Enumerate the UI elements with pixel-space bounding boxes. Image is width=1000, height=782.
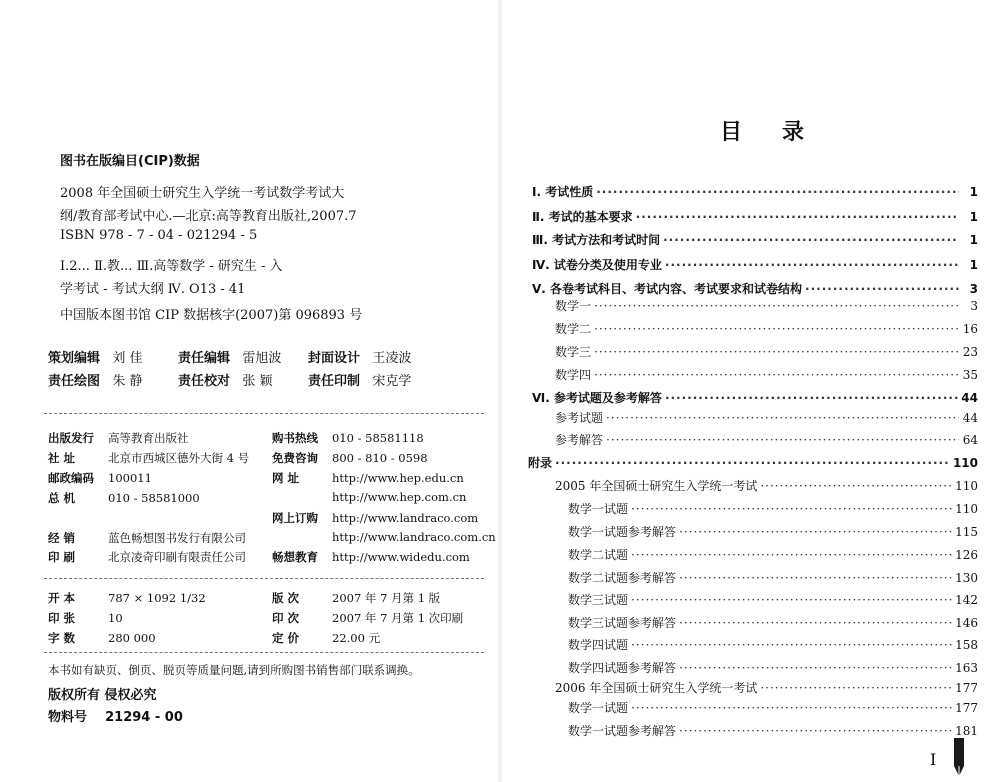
toc-entry	[555, 320, 978, 337]
toc-entry-page: 64	[962, 433, 978, 447]
toc-entry-page: 35	[962, 368, 978, 382]
toc-leader	[665, 391, 958, 405]
toc-entry-page: 110	[952, 456, 978, 470]
toc-entry-page: 3	[970, 299, 978, 313]
toc-entry	[568, 636, 978, 653]
toc-entry-label: Ⅱ. 考试的基本要求	[532, 210, 633, 224]
toc-entry	[555, 297, 978, 314]
spec-info: 开 本 787 × 1092 1/32	[48, 591, 206, 605]
toc-entry-label: 数学四	[555, 368, 592, 382]
contact-info: http://www.hep.com.cn	[332, 490, 467, 504]
toc-leader	[631, 593, 952, 607]
toc-leader	[631, 638, 952, 652]
cip-line: 学考试 - 考试大纲 Ⅳ. O13 - 41	[60, 282, 246, 297]
toc-entry-page: 1	[969, 210, 978, 224]
staff-entry: 责任印制 宋克学	[308, 374, 412, 389]
toc-entry-page: 44	[962, 411, 978, 425]
toc-entry-page: 158	[955, 638, 978, 652]
publisher-info: 经 销 蓝色畅想图书发行有限公司	[48, 531, 246, 545]
toc-entry-label: 数学三试题参考解答	[568, 616, 677, 630]
toc-entry	[532, 256, 978, 273]
toc-entry	[532, 389, 978, 406]
toc-entry-page: 146	[955, 616, 978, 630]
toc-entry	[532, 231, 978, 248]
toc-entry	[568, 659, 978, 676]
staff-entry: 封面设计 王凌波	[308, 351, 412, 366]
toc-entry-label: 数学一	[555, 299, 592, 313]
toc-entry	[568, 722, 978, 739]
toc-leader	[663, 233, 959, 247]
toc-entry-label: 附录	[528, 456, 553, 470]
copyright-statement: 版权所有 侵权必究	[48, 688, 157, 703]
toc-leader	[631, 548, 952, 562]
toc-leader	[760, 681, 952, 695]
toc-entry-label: Ⅳ. 试卷分类及使用专业	[532, 258, 662, 272]
divider	[44, 652, 484, 653]
toc-entry	[568, 523, 978, 540]
toc-leader	[665, 258, 959, 272]
toc-leader	[760, 479, 952, 493]
toc-entry-page: 16	[962, 322, 978, 336]
publisher-info: 邮政编码 100011	[48, 471, 152, 485]
toc-entry-label: 数学二试题参考解答	[568, 571, 677, 585]
toc-entry	[532, 280, 978, 297]
toc-entry-page: 177	[955, 701, 978, 715]
toc-entry-label: 2006 年全国硕士研究生入学统一考试	[555, 681, 758, 695]
toc-entry-label: 数学三	[555, 345, 592, 359]
toc-leader	[594, 345, 959, 359]
cip-line: 纲/教育部考试中心.—北京:高等教育出版社,2007.7	[60, 209, 357, 224]
toc-entry-label: 数学二试题	[568, 548, 629, 562]
contact-info: 购书热线 010 - 58581118	[272, 431, 424, 445]
toc-entry-page: 3	[969, 282, 978, 296]
toc-entry-label: 参考解答	[555, 433, 604, 447]
toc-entry-page: 110	[955, 502, 978, 516]
toc-leader	[679, 571, 952, 585]
spec-info: 印 次 2007 年 7 月第 1 次印刷	[272, 611, 464, 625]
toc-entry	[568, 546, 978, 563]
cip-line: Ⅰ.2... Ⅱ.教... Ⅲ.高等数学 - 研究生 - 入	[60, 259, 283, 274]
toc-leader	[679, 525, 952, 539]
material-number: 物料号 21294 - 00	[48, 710, 183, 725]
toc-entry-page: 181	[955, 724, 978, 738]
publisher-info: 总 机 010 - 58581000	[48, 491, 200, 505]
toc-leader	[594, 368, 959, 382]
staff-entry: 策划编辑 刘 佳	[48, 351, 143, 366]
divider	[44, 413, 484, 414]
toc-entry-page: 177	[955, 681, 978, 695]
toc-leader	[805, 282, 959, 296]
toc-entry-page: 130	[955, 571, 978, 585]
toc-entry	[555, 409, 978, 426]
spec-info: 字 数 280 000	[48, 631, 156, 645]
toc-entry-label: 2005 年全国硕士研究生入学统一考试	[555, 479, 758, 493]
staff-entry: 责任编辑 雷旭波	[178, 351, 282, 366]
spec-info: 印 张 10	[48, 611, 123, 625]
toc-entry-page: 115	[955, 525, 978, 539]
toc-leader	[596, 185, 959, 199]
toc-leader	[631, 701, 952, 715]
toc-entry-page: 142	[955, 593, 978, 607]
toc-entry-page: 126	[955, 548, 978, 562]
toc-entry-label: 数学四试题参考解答	[568, 661, 677, 675]
divider	[44, 578, 484, 579]
spec-info: 定 价 22.00 元	[272, 631, 381, 645]
toc-entry	[555, 679, 978, 696]
toc-title: 目录	[720, 119, 845, 145]
contact-info: 免费咨询 800 - 810 - 0598	[272, 451, 428, 465]
publisher-info: 印 刷 北京凌奇印刷有限责任公司	[48, 550, 246, 564]
cip-line: 中国版本图书馆 CIP 数据核字(2007)第 096893 号	[60, 308, 363, 323]
cip-line: ISBN 978 - 7 - 04 - 021294 - 5	[60, 228, 258, 243]
toc-entry-page: 163	[955, 661, 978, 675]
toc-entry-label: 数学一试题	[568, 701, 629, 715]
toc-entry-label: 参考试题	[555, 411, 604, 425]
toc-leader	[606, 411, 959, 425]
contact-info: 畅想教育 http://www.widedu.com	[272, 550, 470, 564]
toc-entry-label: Ⅲ. 考试方法和考试时间	[532, 233, 661, 247]
toc-leader	[679, 616, 952, 630]
toc-leader	[594, 299, 959, 313]
contents-page	[500, 0, 1000, 782]
toc-entry	[568, 591, 978, 608]
toc-entry-label: 数学一试题参考解答	[568, 525, 677, 539]
toc-entry	[568, 614, 978, 631]
cip-title: 图书在版编目(CIP)数据	[60, 154, 200, 169]
toc-entry	[568, 500, 978, 517]
toc-entry-label: 数学二	[555, 322, 592, 336]
toc-entry-label: Ⅰ. 考试性质	[532, 185, 594, 199]
toc-entry	[528, 454, 978, 471]
toc-entry	[532, 208, 978, 225]
toc-leader	[555, 456, 950, 470]
contact-info: 网上订购 http://www.landraco.com	[272, 511, 479, 525]
spec-info: 版 次 2007 年 7 月第 1 版	[272, 591, 441, 605]
publisher-info: 出版发行 高等教育出版社	[48, 431, 189, 445]
toc-entry-page: 110	[955, 479, 978, 493]
toc-entry-page: 44	[961, 391, 978, 405]
toc-entry-label: 数学三试题	[568, 593, 629, 607]
toc-entry	[568, 569, 978, 586]
toc-entry-page: 1	[969, 258, 978, 272]
toc-entry	[555, 431, 978, 448]
toc-leader	[631, 502, 952, 516]
contact-info: http://www.landraco.com.cn	[332, 530, 496, 544]
toc-entry	[555, 343, 978, 360]
toc-leader	[606, 433, 959, 447]
toc-leader	[679, 724, 952, 738]
toc-entry	[555, 366, 978, 383]
toc-entry-label: Ⅵ. 参考试题及参考解答	[532, 391, 662, 405]
toc-leader	[636, 210, 959, 224]
page-number: Ⅰ	[930, 750, 937, 769]
toc-leader	[679, 661, 952, 675]
toc-entry	[555, 477, 978, 494]
toc-entry-label: Ⅴ. 各卷考试科目、考试内容、考试要求和试卷结构	[532, 282, 803, 296]
toc-leader	[594, 322, 959, 336]
toc-entry	[532, 183, 978, 200]
toc-entry-page: 1	[969, 185, 978, 199]
toc-entry-label: 数学一试题参考解答	[568, 724, 677, 738]
publisher-info: 社 址 北京市西城区德外大街 4 号	[48, 451, 250, 465]
cip-line: 2008 年全国硕士研究生入学统一考试数学考试大	[60, 186, 345, 201]
toc-entry-page: 1	[969, 233, 978, 247]
pen-icon	[952, 738, 966, 776]
quality-notice: 本书如有缺页、倒页、脱页等质量问题,请到所购图书销售部门联系调换。	[48, 663, 420, 677]
staff-entry: 责任绘图 朱 静	[48, 374, 143, 389]
toc-entry	[568, 699, 978, 716]
toc-entry-label: 数学四试题	[568, 638, 629, 652]
staff-entry: 责任校对 张 颖	[178, 374, 273, 389]
toc-entry-page: 23	[962, 345, 978, 359]
toc-entry-label: 数学一试题	[568, 502, 629, 516]
contact-info: 网 址 http://www.hep.edu.cn	[272, 471, 464, 485]
